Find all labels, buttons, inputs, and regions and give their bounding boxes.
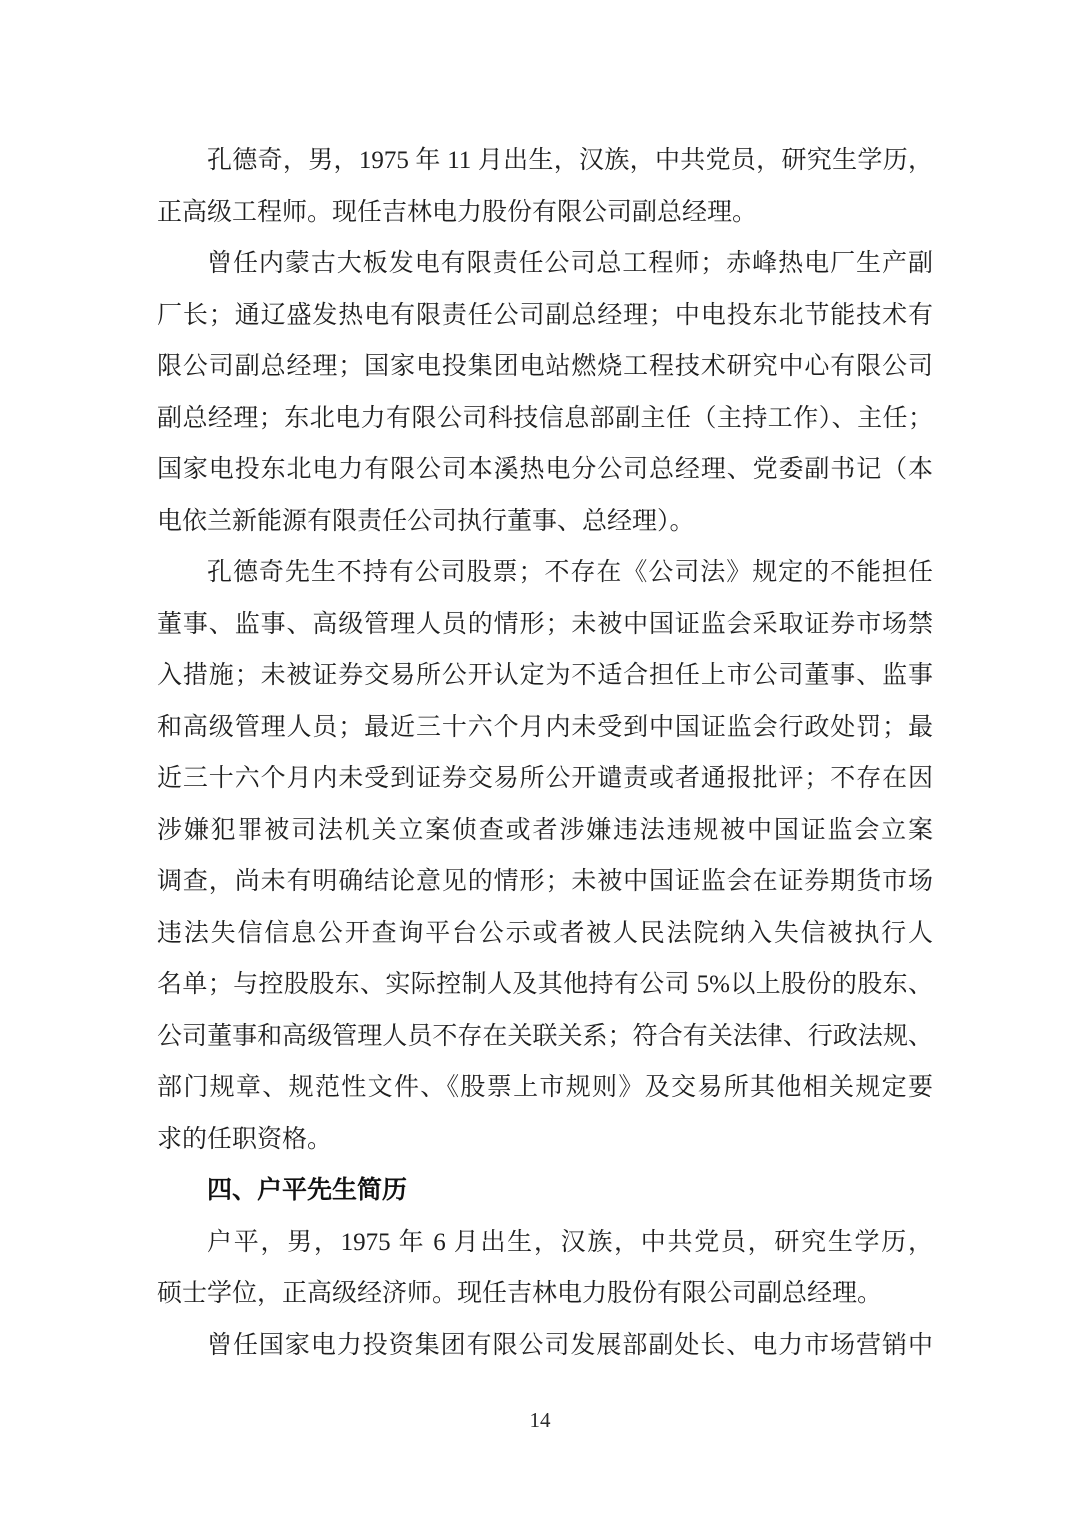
text-line: 董事、监事、高级管理人员的情形；未被中国证监会采取证券市场禁 [157, 610, 933, 638]
section-heading-hu-ping [157, 1165, 933, 1217]
paragraph-hu-intro [157, 1217, 933, 1320]
text-line: 部门规章、规范性文件、《股票上市规则》及交易所其他相关规定要 [157, 1074, 933, 1101]
text-line: 厂长；通辽盛发热电有限责任公司副总经理；中电投东北节能技术有 [157, 301, 933, 329]
document-content [157, 135, 933, 1371]
text-line: 近三十六个月内未受到证券交易所公开谴责或者通报批评；不存在因 [157, 765, 933, 792]
text-line: 正高级工程师。现任吉林电力股份有限公司副总经理。 [157, 198, 758, 226]
paragraph-kong-qualification [157, 547, 933, 1165]
text-line: 孔德奇先生不持有公司股票；不存在《公司法》规定的不能担任 [207, 559, 933, 586]
text-line: 和高级管理人员；最近三十六个月内未受到中国证监会行政处罚；最 [157, 713, 933, 741]
text-line: 求的任职资格。 [157, 1125, 333, 1153]
text-line: 限公司副总经理；国家电投集团电站燃烧工程技术研究中心有限公司 [157, 353, 933, 380]
text-line: 硕士学位，正高级经济师。现任吉林电力股份有限公司副总经理。 [157, 1280, 883, 1307]
text-line: 违法失信信息公开查询平台公示或者被人民法院纳入失信被执行人 [157, 919, 933, 947]
paragraph-hu-career [157, 1320, 933, 1372]
text-line: 户平，男，1975 年 6 月出生，汉族，中共党员，研究生学历， [207, 1228, 933, 1256]
text-line: 调查，尚未有明确结论意见的情形；未被中国证监会在证券期货市场 [157, 868, 933, 895]
section-heading: 四、户平先生简历 [207, 1177, 408, 1204]
text-line: 涉嫌犯罪被司法机关立案侦查或者涉嫌违法违规被中国证监会立案 [157, 816, 933, 844]
paragraph-kong-intro [157, 135, 933, 238]
text-line: 入措施；未被证券交易所公开认定为不适合担任上市公司董事、监事 [157, 662, 933, 689]
text-line: 公司董事和高级管理人员不存在关联关系；符合有关法律、行政法规、 [157, 1022, 933, 1050]
text-line: 曾任国家电力投资集团有限公司发展部副处长、电力市场营销中 [207, 1331, 933, 1359]
text-line: 电依兰新能源有限责任公司执行董事、总经理）。 [157, 507, 695, 535]
text-line: 国家电投东北电力有限公司本溪热电分公司总经理、党委副书记（本 [157, 456, 933, 483]
paragraph-kong-career [157, 238, 933, 547]
page-number: 14 [529, 1408, 551, 1432]
text-line: 曾任内蒙古大板发电有限责任公司总工程师；赤峰热电厂生产副 [207, 250, 933, 277]
text-line: 孔德奇，男，1975 年 11 月出生，汉族，中共党员，研究生学历， [207, 147, 933, 174]
text-line: 副总经理；东北电力有限公司科技信息部副主任（主持工作）、主任； [157, 404, 933, 432]
text-line: 名单；与控股股东、实际控制人及其他持有公司 5%以上股份的股东、 [157, 971, 933, 998]
